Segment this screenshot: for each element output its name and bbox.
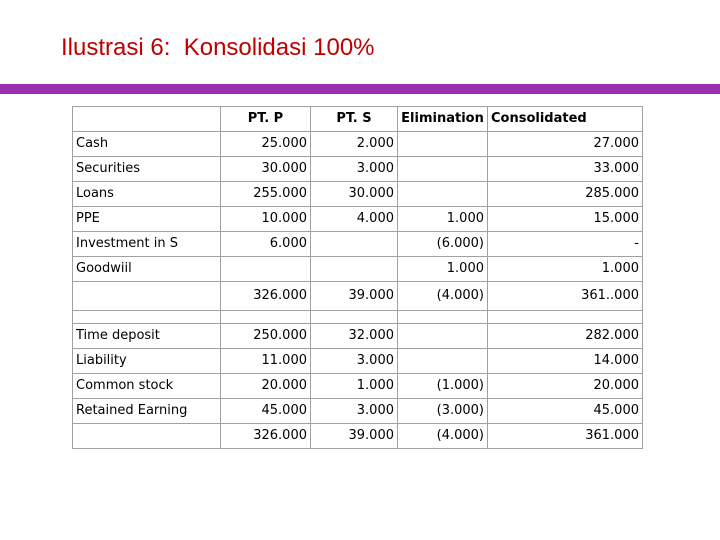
row-label: Investment in S	[73, 232, 221, 257]
table-row	[73, 349, 643, 374]
row-label: Securities	[73, 157, 221, 182]
assets-total-row	[73, 282, 643, 311]
table-row	[73, 157, 643, 182]
cell-pt-p: 25.000	[221, 132, 311, 157]
row-label	[73, 282, 221, 311]
cell-elimination: (6.000)	[398, 232, 488, 257]
table-row	[73, 232, 643, 257]
cell-consolidated: -	[488, 232, 643, 257]
header-cell-elimination: Elimination	[398, 107, 488, 132]
cell-consolidated: 14.000	[488, 349, 643, 374]
header-cell-pt-s: PT. S	[311, 107, 398, 132]
header-row	[73, 107, 643, 132]
cell-elimination	[398, 157, 488, 182]
cell-pt-p: 6.000	[221, 232, 311, 257]
table-row	[73, 132, 643, 157]
slide-title: Ilustrasi 6: Konsolidasi 100%	[61, 34, 375, 61]
cell-pt-p: 20.000	[221, 374, 311, 399]
cell-pt-s: 3.000	[311, 157, 398, 182]
cell-elimination	[398, 182, 488, 207]
table-row	[73, 399, 643, 424]
total-pt-p: 326.000	[221, 282, 311, 311]
cell-pt-p	[221, 257, 311, 282]
row-label: Common stock	[73, 374, 221, 399]
liabilities-total-row	[73, 424, 643, 449]
cell-pt-p: 10.000	[221, 207, 311, 232]
total-consolidated: 361..000	[488, 282, 643, 311]
header-cell-label	[73, 107, 221, 132]
cell-pt-s: 2.000	[311, 132, 398, 157]
cell-elimination	[398, 132, 488, 157]
row-label	[73, 424, 221, 449]
cell-consolidated: 20.000	[488, 374, 643, 399]
cell-elimination: 1.000	[398, 257, 488, 282]
cell-pt-s: 3.000	[311, 399, 398, 424]
cell-pt-s	[311, 232, 398, 257]
cell-pt-p: 255.000	[221, 182, 311, 207]
row-label: Loans	[73, 182, 221, 207]
cell-consolidated: 1.000	[488, 257, 643, 282]
spacer-cell	[73, 311, 221, 324]
title-divider-bar	[0, 84, 720, 94]
spacer-cell	[221, 311, 311, 324]
cell-elimination	[398, 349, 488, 374]
total-consolidated: 361.000	[488, 424, 643, 449]
cell-consolidated: 27.000	[488, 132, 643, 157]
spacer-cell	[398, 311, 488, 324]
cell-pt-p: 11.000	[221, 349, 311, 374]
header-cell-consolidated: Consolidated	[488, 107, 643, 132]
cell-pt-s	[311, 257, 398, 282]
cell-pt-p: 45.000	[221, 399, 311, 424]
row-label: Retained Earning	[73, 399, 221, 424]
cell-elimination: (3.000)	[398, 399, 488, 424]
cell-pt-s: 1.000	[311, 374, 398, 399]
cell-consolidated: 285.000	[488, 182, 643, 207]
cell-elimination	[398, 324, 488, 349]
consolidation-table	[72, 106, 643, 449]
table-row	[73, 374, 643, 399]
cell-pt-p: 30.000	[221, 157, 311, 182]
cell-pt-s: 30.000	[311, 182, 398, 207]
cell-consolidated: 33.000	[488, 157, 643, 182]
spacer-cell	[488, 311, 643, 324]
table-row	[73, 207, 643, 232]
table-row	[73, 182, 643, 207]
table-row	[73, 257, 643, 282]
total-pt-s: 39.000	[311, 282, 398, 311]
spacer-cell	[311, 311, 398, 324]
row-label: PPE	[73, 207, 221, 232]
cell-consolidated: 282.000	[488, 324, 643, 349]
total-pt-p: 326.000	[221, 424, 311, 449]
total-elimination: (4.000)	[398, 282, 488, 311]
cell-pt-p: 250.000	[221, 324, 311, 349]
cell-consolidated: 15.000	[488, 207, 643, 232]
cell-pt-s: 32.000	[311, 324, 398, 349]
table-row	[73, 324, 643, 349]
cell-elimination: (1.000)	[398, 374, 488, 399]
row-label: Liability	[73, 349, 221, 374]
cell-consolidated: 45.000	[488, 399, 643, 424]
row-label: Time deposit	[73, 324, 221, 349]
header-cell-pt-p: PT. P	[221, 107, 311, 132]
cell-pt-s: 3.000	[311, 349, 398, 374]
row-label: Cash	[73, 132, 221, 157]
total-elimination: (4.000)	[398, 424, 488, 449]
cell-elimination: 1.000	[398, 207, 488, 232]
cell-pt-s: 4.000	[311, 207, 398, 232]
spacer-row	[73, 311, 643, 324]
row-label: Goodwiil	[73, 257, 221, 282]
total-pt-s: 39.000	[311, 424, 398, 449]
